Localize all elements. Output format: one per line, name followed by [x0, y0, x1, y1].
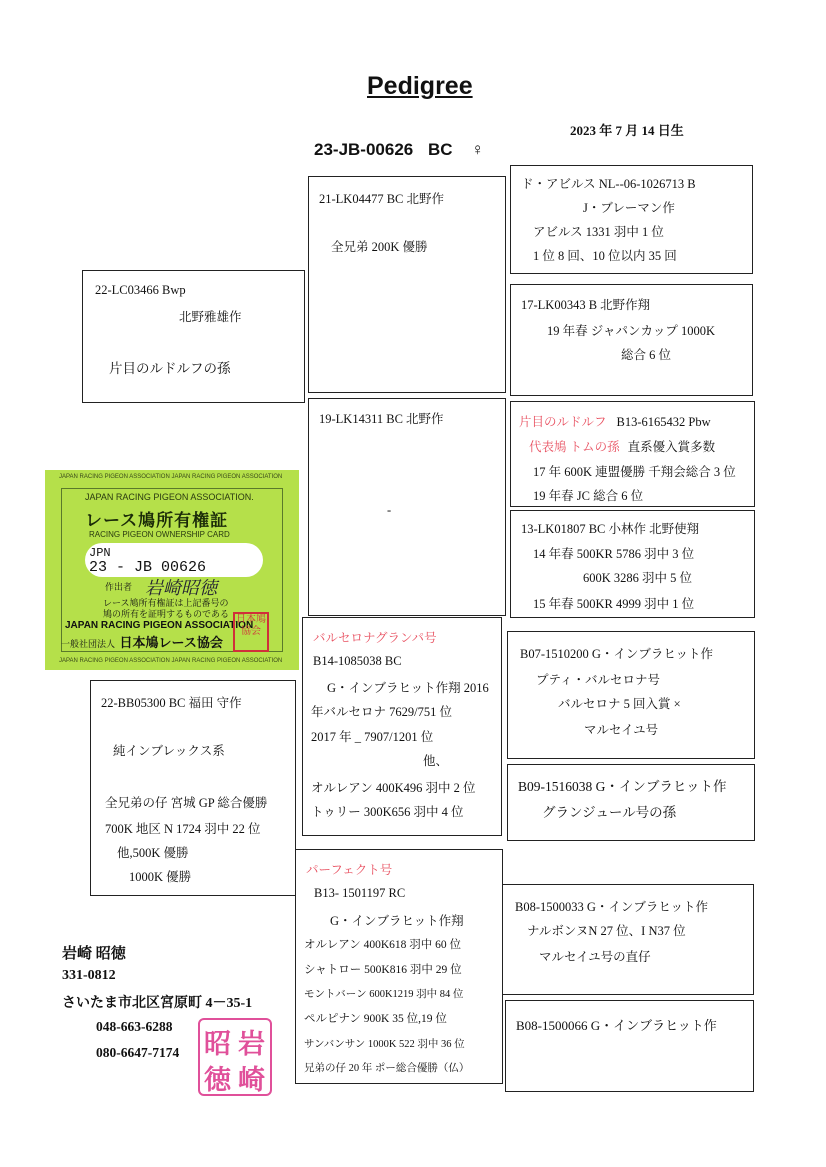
ds-name: バルセロナグランパ号 — [313, 631, 437, 645]
card-edge-bottom: JAPAN RACING PIGEON ASSOCIATION JAPAN RACING PIGEON ASSOCIATION — [59, 658, 283, 664]
ds-line-3: 年バルセロナ 7629/751 位 — [311, 705, 452, 719]
dss-line-1: B07-1510200 G・インブラヒット作 — [520, 647, 714, 661]
card-breeder-signature: 岩崎昭徳 — [145, 578, 217, 599]
sds-box — [510, 401, 755, 507]
dsd-line-2: グランジュール号の孫 — [542, 805, 677, 820]
main-ring-color: BC — [427, 140, 453, 159]
seal-char-2: 崎 — [238, 1065, 265, 1096]
sire-breeder: 北野雅雄作 — [179, 310, 242, 324]
dam-box — [90, 680, 296, 896]
card-org-en: JAPAN RACING PIGEON ASSOCIATION. — [85, 492, 254, 502]
dds-line-2: ナルボンヌN 27 位、I N37 位 — [527, 924, 686, 938]
dam-line-6: 1000K 優勝 — [129, 870, 192, 884]
sire-ring: 22-LC03466 Bwp — [95, 283, 186, 297]
dd-line-3: オルレアン 400K618 羽中 60 位 — [304, 939, 462, 951]
card-assoc-jp — [61, 632, 223, 651]
sire-box — [82, 270, 305, 403]
dd-line-8: 兄弟の仔 20 年 ポー総合優勝（仏） — [304, 1063, 470, 1074]
ownership-card — [45, 470, 299, 670]
card-assoc-en: JAPAN RACING PIGEON ASSOCIATION — [65, 620, 254, 631]
dam-line-4: 700K 地区 N 1724 羽中 22 位 — [105, 822, 261, 836]
dsd-line-1: B09-1516038 G・インブラヒット作 — [518, 779, 727, 794]
ds-line-4: 2017 年 _ 7907/1201 位 — [311, 730, 434, 744]
sss-line-2: J・ブレーマン作 — [583, 201, 675, 215]
sds-note: 直系優入賞多数 — [627, 440, 716, 454]
sds-name: 片目のルドルフ — [519, 415, 607, 429]
ss-box — [308, 176, 506, 393]
sdd-line-2: 14 年春 500KR 5786 羽中 3 位 — [533, 547, 695, 561]
main-ring-number: 23-JB-00626 — [314, 140, 414, 159]
page-title: Pedigree — [367, 72, 473, 100]
ss-note: 全兄弟 200K 優勝 — [331, 240, 428, 254]
dds-box — [502, 884, 754, 995]
ds-line-7: トゥリー 300K656 羽中 4 位 — [311, 805, 464, 819]
dss-line-2: プティ・バルセロナ号 — [536, 673, 661, 687]
dss-box — [507, 631, 755, 759]
sds-line-3: 17 年 600K 連盟優勝 千翔会総合 3 位 — [533, 465, 736, 479]
seal-char-4: 徳 — [204, 1065, 231, 1096]
ds-box — [302, 617, 502, 836]
card-cert-text — [103, 598, 229, 620]
dd-line-4: シャトロー 500K816 羽中 29 位 — [304, 964, 462, 976]
ddd-line-1: B08-1500066 G・インブラヒット作 — [516, 1018, 717, 1033]
dss-line-4: マルセイユ号 — [584, 723, 659, 737]
card-title-jp: レース鳩所有権証 — [85, 511, 229, 531]
sdd-line-1: 13-LK01807 BC 小林作 北野使翔 — [521, 522, 700, 536]
card-stamp: 日本鳩協会 — [233, 612, 269, 652]
sdd-box — [510, 510, 755, 618]
sss-line-3: アビルス 1331 羽中 1 位 — [533, 225, 664, 239]
birth-date: 2023 年 7 月 14 日生 — [570, 123, 684, 138]
sds-line-4: 19 年春 JC 総合 6 位 — [533, 489, 644, 503]
ssd-line-1: 17-LK00343 B 北野作翔 — [521, 298, 651, 312]
ssd-box — [510, 284, 753, 396]
dd-ring: B13- 1501197 RC — [314, 886, 406, 900]
card-cert-line-2: 鳩の所有を証明するものである — [103, 609, 230, 619]
dam-line-2: 純インブレックス系 — [113, 744, 225, 758]
dam-line-5: 他,500K 優勝 — [117, 846, 189, 860]
dd-line-2: G・インブラヒット作翔 — [330, 914, 464, 928]
dsd-box — [507, 764, 755, 841]
owner-phone-2: 080-6647-7174 — [96, 1045, 180, 1060]
owner-seal — [198, 1018, 272, 1096]
sdd-line-3: 600K 3286 羽中 5 位 — [583, 571, 693, 585]
seal-char-3: 昭 — [204, 1029, 231, 1060]
sss-box — [510, 165, 753, 274]
ds-line-2: G・インブラヒット作翔 2016 — [327, 681, 489, 695]
dd-line-5: モントバーン 600K1219 羽中 84 位 — [304, 989, 464, 1000]
ssd-line-2: 19 年春 ジャパンカップ 1000K — [547, 324, 716, 338]
dss-line-3: バルセロナ 5 回入賞 × — [558, 697, 681, 711]
ssd-line-3: 総合 6 位 — [621, 348, 672, 362]
seal-char-1: 岩 — [238, 1029, 265, 1060]
dam-ring: 22-BB05300 BC 福田 守作 — [101, 696, 242, 710]
sds-red-note: 代表鳩 トムの孫 — [529, 440, 620, 454]
sd-dash: - — [387, 503, 392, 517]
card-edge-top: JAPAN RACING PIGEON ASSOCIATION JAPAN RACING PIGEON ASSOCIATION — [59, 474, 283, 480]
card-assoc-prefix: 一般社団法人 — [61, 640, 116, 650]
dd-name: パーフェクト号 — [306, 863, 393, 877]
sd-ring: 19-LK14311 BC 北野作 — [319, 412, 444, 426]
sds-ring: B13-6165432 Pbw — [616, 415, 711, 429]
dd-box — [295, 849, 503, 1084]
card-title-en: RACING PIGEON OWNERSHIP CARD — [89, 530, 230, 539]
card-assoc-name: 日本鳩レース協会 — [119, 636, 223, 651]
owner-name: 岩崎 昭徳 — [62, 946, 126, 962]
ds-ring: B14-1085038 BC — [313, 654, 402, 668]
dds-line-1: B08-1500033 G・インブラヒット作 — [515, 900, 709, 914]
ss-ring: 21-LK04477 BC 北野作 — [319, 192, 445, 206]
owner-phone-1: 048-663-6288 — [96, 1019, 173, 1034]
main-ring-header — [314, 140, 484, 160]
card-breeder-label: 作出者 — [105, 582, 133, 592]
owner-address: さいたま市北区宮原町 4－35-1 — [62, 996, 253, 1011]
dds-line-3: マルセイユ号の直仔 — [539, 950, 651, 964]
sd-box — [308, 398, 506, 616]
ddd-box — [505, 1000, 754, 1092]
owner-postal: 331-0812 — [62, 968, 116, 983]
sex-mark: ♀ — [471, 140, 485, 159]
card-number: 23 - JB 00626 — [89, 559, 207, 576]
sss-line-4: 1 位 8 回、10 位以内 35 回 — [533, 249, 677, 263]
ds-line-6: オルレアン 400K496 羽中 2 位 — [311, 781, 476, 795]
dd-line-7: サンバンサン 1000K 522 羽中 36 位 — [304, 1039, 465, 1050]
dam-line-3: 全兄弟の仔 宮城 GP 総合優勝 — [105, 796, 268, 810]
dd-line-6: ペルピナン 900K 35 位,19 位 — [304, 1013, 447, 1025]
card-jpn: JPN — [89, 546, 111, 560]
card-cert-line-1: レース鳩所有権証は上記番号の — [103, 598, 229, 608]
ds-line-5: 他、 — [423, 754, 449, 768]
sss-line-1: ド・アビルス NL--06-1026713 B — [521, 177, 696, 191]
sdd-line-4: 15 年春 500KR 4999 羽中 1 位 — [533, 597, 695, 611]
sire-note: 片目のルドルフの孫 — [109, 361, 231, 376]
